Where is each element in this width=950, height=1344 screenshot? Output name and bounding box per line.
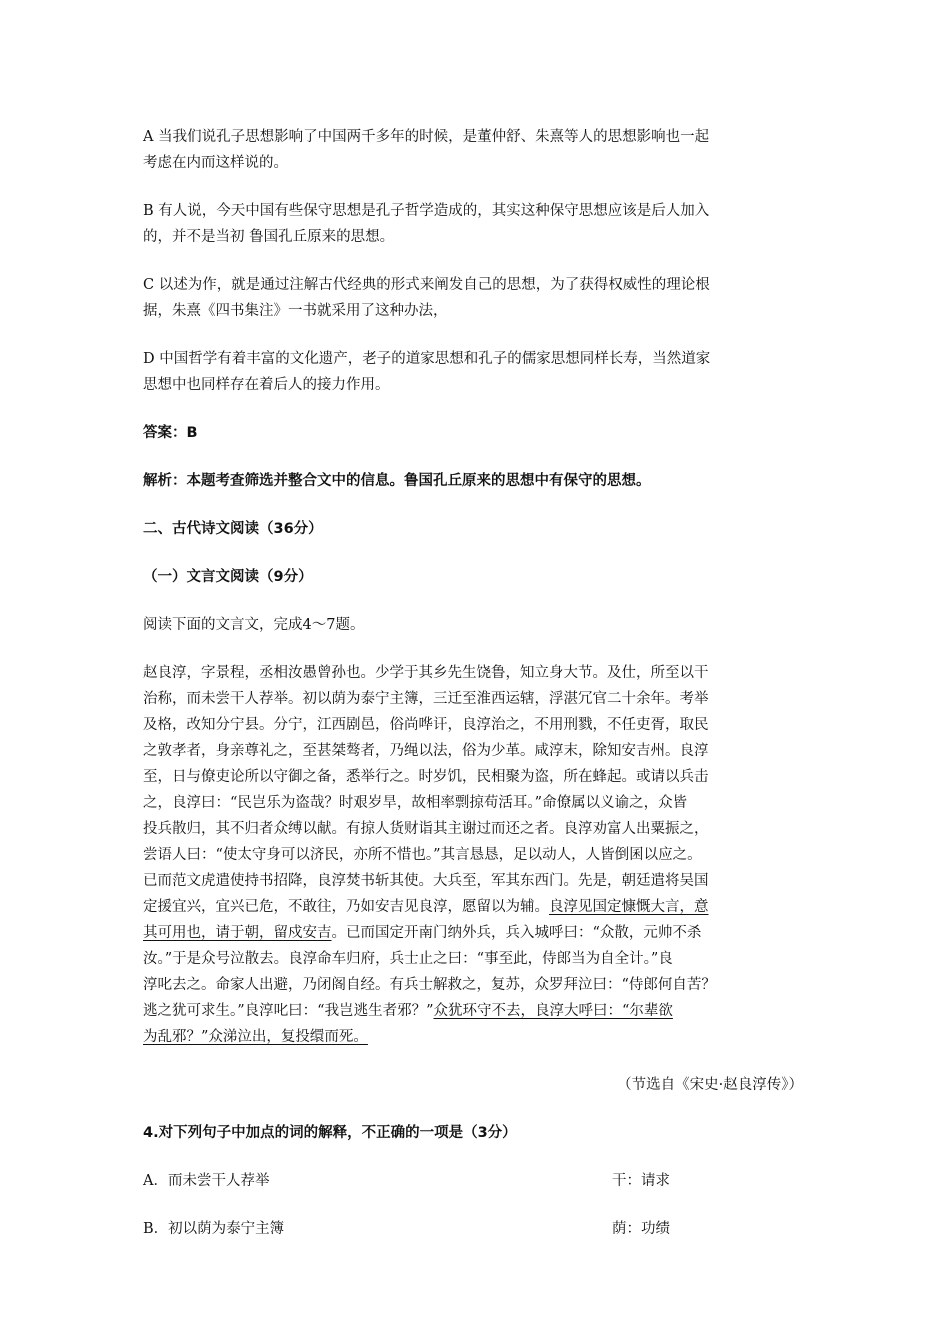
passage-text: 逃之犹可求生。”良淳叱曰：“我岂逃生者邪？”: [143, 1003, 434, 1019]
passage-line: [143, 1024, 808, 1050]
section-title: 二、古代诗文阅读（36分）: [143, 521, 323, 537]
choice-a: [143, 1168, 808, 1194]
passage-line: 之，良淳曰：“民岂乐为盗哉？时艰岁旱，故相率剽掠苟活耳。”命僚属以义谕之，众皆: [143, 795, 688, 811]
document-page: [143, 124, 808, 1242]
passage-line: 至，日与僚吏论所以守御之备，悉举行之。时岁饥，民相聚为盗，所在蜂起。或请以兵击: [143, 769, 709, 785]
passage-line: 治称，而未尝干人荐举。初以荫为泰宁主簿，三迁至淮西运辖，浮湛冗官二十余年。考举: [143, 691, 709, 707]
passage-line: 投兵散归，其不归者众缚以献。有掠人货财诣其主谢过而还之者。良淳劝富人出粟振之，: [143, 821, 709, 837]
subsection-title: （一）文言文阅读（9分）: [143, 569, 313, 585]
option-a: [143, 124, 808, 176]
passage-line: 已而范文虎遣使持书招降，良淳焚书斩其使。大兵至，军其东西门。先是，朝廷遣将吴国: [143, 873, 709, 889]
option-a-line-1: A 当我们说孔子思想影响了中国两千多年的时候，是董仲舒、朱熹等人的思想影响也一起: [143, 129, 710, 145]
option-b-line-1: B 有人说，今天中国有些保守思想是孔子哲学造成的，其实这种保守思想应该是后人加入: [143, 203, 710, 219]
passage-line: 尝语人曰：“使太守身可以济民，亦所不惜也。”其言恳恳，足以动人，人皆倒囷以应之。: [143, 847, 702, 863]
passage-line: 及格，改知分宁县。分宁，江西剧邑，俗尚哗讦，良淳治之，不用刑戮，不任吏胥，取民: [143, 717, 709, 733]
passage-line: [143, 894, 808, 920]
option-a-line-2: 考虑在内而这样说的。: [143, 155, 288, 171]
option-c-line-2: 据，朱熹《四书集注》一书就采用了这种办法，: [143, 303, 448, 319]
underlined-sentence: 良淳见国定慷慨大言，意: [549, 899, 709, 915]
passage-line: [143, 920, 808, 946]
option-d-line-2: 思想中也同样存在着后人的接力作用。: [143, 377, 390, 393]
passage-line: 汝。”于是众号泣散去。良淳命车归府，兵士止之曰：“事至此，侍郎当为自全计。”良: [143, 951, 673, 967]
answer: 答案：B: [143, 425, 198, 441]
option-d: [143, 346, 808, 398]
classical-passage: [143, 660, 808, 1050]
underlined-sentence: 众犹环守不去，良淳大呼曰：“尔辈欲: [433, 1003, 673, 1019]
question-4: 4.对下列句子中加点的词的解释，不正确的一项是（3分）: [143, 1125, 517, 1141]
option-b: [143, 198, 808, 250]
passage-line: [143, 998, 808, 1024]
passage-text: 定援宜兴，宜兴已危，不敢往，乃如安吉见良淳，愿留以为辅。: [143, 899, 549, 915]
choice-b-sentence: B．初以荫为泰宁主簿: [143, 1221, 285, 1237]
passage-line: 淳叱去之。命家人出避，乃闭阁自经。有兵士解救之，复苏，众罗拜泣曰：“侍郎何自苦？: [143, 977, 716, 993]
choice-b: [143, 1216, 808, 1242]
underlined-sentence: 其可用也，请于朝，留戍安吉: [143, 925, 332, 941]
option-c: [143, 272, 808, 324]
option-b-line-2: 的，并不是当初 鲁国孔丘原来的思想。: [143, 229, 395, 245]
passage-line: 赵良淳，字景程，丞相汝愚曾孙也。少学于其乡先生饶鲁，知立身大节。及仕，所至以干: [143, 665, 709, 681]
choice-b-gloss: 荫：功绩: [612, 1221, 670, 1237]
choice-a-sentence: A．而未尝干人荐举: [143, 1173, 270, 1189]
underlined-sentence: 为乱邪？”众涕泣出，复投缳而死。: [143, 1029, 368, 1045]
passage-line: 之敦孝者，身亲尊礼之，至甚桀骜者，乃绳以法，俗为少革。咸淳末，除知安吉州。良淳: [143, 743, 709, 759]
passage-source: （节选自《宋史·赵良淳传》）: [617, 1077, 803, 1093]
analysis: 解析：本题考查筛选并整合文中的信息。鲁国孔丘原来的思想中有保守的思想。: [143, 473, 651, 489]
option-d-line-1: D 中国哲学有着丰富的文化遗产，老子的道家思想和孔子的儒家思想同样长寿，当然道家: [143, 351, 711, 367]
choice-a-gloss: 干：请求: [612, 1173, 670, 1189]
passage-text: 。已而国定开南门纳外兵，兵入城呼曰：“众散，元帅不杀: [331, 925, 702, 941]
instruction: 阅读下面的文言文，完成4～7题。: [143, 617, 365, 633]
option-c-line-1: C 以述为作，就是通过注解古代经典的形式来阐发自己的思想，为了获得权威性的理论根: [143, 277, 710, 293]
